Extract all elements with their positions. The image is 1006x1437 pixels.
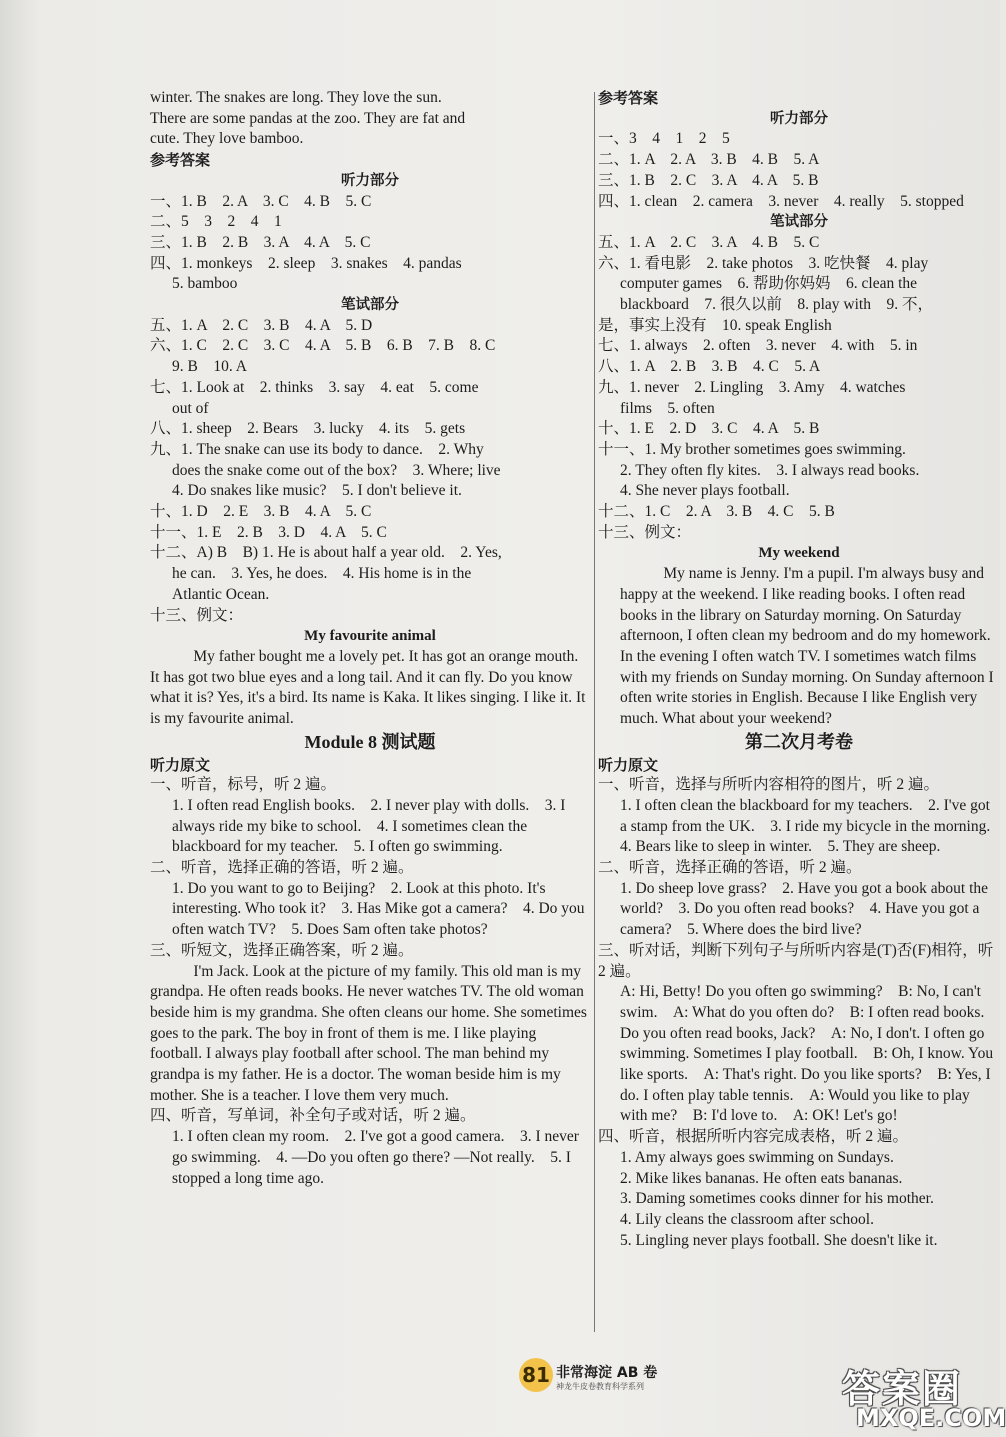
text-line: winter. The snakes are long. They love the sun. <box>150 89 442 106</box>
script-text: A: Hi, Betty! Do you often go swimming? B: No, I can't swim. A: What do you often do? B: I often read books. Do you often read books, Jack? A: No, I don't. I often go swimming. Sometimes I play football. B: Oh, I know. You like sports. A: That's right. Do you like sports? B: Yes, I do. I often play table tennis. A: Would you like to play with me? B: I'd love to. A: OK! Let's go! <box>620 983 994 1125</box>
brand-name: 非常海淀 AB 卷 <box>556 1365 658 1381</box>
text-line: There are some pandas at the zoo. They are fat and <box>150 109 466 127</box>
answer-line: 六、1. 看电影 2. take photos 3. 吃快餐 4. play <box>598 254 929 272</box>
script-line: 2. Mike likes bananas. He often eats bananas. <box>620 1169 903 1187</box>
left-column <box>150 88 590 1189</box>
script-heading: 听力原文 <box>150 755 211 774</box>
answer-line: 9. B 10. A <box>172 358 247 376</box>
answer-line: does the snake come out of the box? 3. Where; live <box>172 461 501 479</box>
script-line: 1. Amy always goes swimming on Sundays. <box>620 1148 894 1166</box>
exam-title: 第二次月考卷 <box>745 731 853 752</box>
answer-line: 五、1. A 2. C 3. B 4. A 5. D <box>150 316 373 334</box>
script-line: 4. Lily cleans the classroom after school. <box>620 1210 874 1228</box>
script-line: 5. Lingling never plays football. She doesn't like it. <box>620 1231 938 1249</box>
answer-line: 四、1. clean 2. camera 3. never 4. really 5. stopped <box>598 192 964 210</box>
text-line: cute. They love bamboo. <box>150 130 304 148</box>
writing-heading: 笔试部分 <box>770 214 828 231</box>
script-text: I'm Jack. Look at the picture of my family. This old man is my grandpa. He often reads books. He never watches TV. The old woman beside him is my grandma. She often cleans our home. She sometimes goes to the park. The boy in front of them is me. I like playing football. I always play football after school. The man behind my grandpa is my father. He is a doctor. The woman beside him is my mother. She is a teacher. I love them very much. <box>150 962 587 1104</box>
answer-line: 十、1. D 2. E 3. B 4. A 5. C <box>150 503 372 521</box>
right-column <box>598 88 1006 1251</box>
answer-line: 十三、例文： <box>598 523 692 541</box>
answer-line: out of <box>172 399 209 417</box>
answer-line: 七、1. Look at 2. thinks 3. say 4. eat 5. come <box>150 378 479 396</box>
watermark-logo: 答案圈 <box>842 1367 963 1411</box>
answer-line: 4. She never plays football. <box>620 482 790 500</box>
answer-line: 二、1. A 2. A 3. B 4. B 5. A <box>598 151 820 169</box>
answer-line: 十二、A) B B) 1. He is about half a year old. 2. Yes, <box>150 544 502 562</box>
section-heading: 四、听音，根据所听内容完成表格，听 2 遍。 <box>598 1128 909 1146</box>
answer-line: 4. Do snakes like music? 5. I don't believe it. <box>172 482 462 500</box>
script-text: 1. I often read English books. 2. I never play with dolls. 3. I always ride my bike to school. 4. I sometimes clean the blackboard for my teacher. 5. I often go swimming. <box>172 796 566 856</box>
answer-line: 5. bamboo <box>172 275 238 293</box>
section-heading: 一、听音，标号，听 2 遍。 <box>150 776 337 794</box>
answer-line: 十、1. E 2. D 3. C 4. A 5. B <box>598 420 820 438</box>
essay-title: My favourite animal <box>304 628 436 645</box>
script-text: 1. Do sheep love grass? 2. Have you got a book about the world? 3. Do you often read books? 4. Have you got a camera? 5. Where does the bird live? <box>620 879 989 939</box>
answer-line: Atlantic Ocean. <box>172 585 270 603</box>
column-divider <box>594 92 595 1332</box>
script-text: 1. I often clean my room. 2. I've got a good camera. 3. I never go swimming. 4. —Do you often go there? —Not really. 5. I stopped a long time ago. <box>172 1128 579 1187</box>
answer-line: 2. They often fly kites. 3. I always read books. <box>620 461 920 479</box>
answer-line: 六、1. C 2. C 3. C 4. A 5. B 6. B 7. B 8. C <box>150 337 496 355</box>
answers-heading: 参考答案 <box>598 89 659 107</box>
answer-line: 是，事实上没有 10. speak English <box>598 316 832 334</box>
answer-line: 九、1. never 2. Lingling 3. Amy 4. watches <box>598 378 906 396</box>
listening-heading: 听力部分 <box>770 110 828 127</box>
answer-line: 十三、例文： <box>150 606 244 624</box>
brand-subtitle: 神龙牛皮卷教育科学系列 <box>556 1382 644 1391</box>
answer-line: computer games 6. 帮助你妈妈 6. clean the <box>620 275 918 293</box>
answer-line: 三、1. B 2. B 3. A 4. A 5. C <box>150 233 371 251</box>
section-heading: 三、听对话，判断下列句子与所听内容是(T)否(F)相符，听 2 遍。 <box>598 941 994 980</box>
answer-line: he can. 3. Yes, he does. 4. His home is in the <box>172 565 472 583</box>
answer-line: 五、1. A 2. C 3. A 4. B 5. C <box>598 233 820 251</box>
script-text: 1. Do you want to go to Beijing? 2. Look at this photo. It's interesting. Who took it? 3. Has Mike got a camera? 4. Do you often watch TV? 5. Does Sam often take photos? <box>172 879 585 939</box>
module-title: Module 8 测试题 <box>304 731 436 752</box>
answer-line: 三、1. B 2. C 3. A 4. A 5. B <box>598 171 819 189</box>
essay-title: My weekend <box>758 545 840 562</box>
script-text: 1. I often clean the blackboard for my teachers. 2. I've got a stamp from the UK. 3. I ride my bicycle in the morning. 4. Bears like to sleep in winter. 5. They are sheep. <box>620 796 1006 856</box>
section-heading: 四、听音，写单词，补全句子或对话，听 2 遍。 <box>150 1107 476 1125</box>
answer-line: 十一、1. E 2. B 3. D 4. A 5. C <box>150 523 387 541</box>
watermark-url: MXQE.COM <box>856 1404 1006 1432</box>
script-line: 3. Daming sometimes cooks dinner for his mother. <box>620 1190 934 1208</box>
page-number: 81 <box>519 1358 553 1392</box>
section-heading: 三、听短文，选择正确答案，听 2 遍。 <box>150 941 414 959</box>
answer-line: films 5. often <box>620 399 715 417</box>
answer-line: 一、1. B 2. A 3. C 4. B 5. C <box>150 192 372 210</box>
essay-text: My name is Jenny. I'm a pupil. I'm always busy and happy at the weekend. I like reading books. I often read books in the library on Saturday morning. On Saturday afternoon, I often clean my bedroom and do my homework. In the evening I often watch TV. I sometimes watch films with my friends on Sunday morning. On Sunday afternoon I often write stories in English. Because I like English very much. What about your weekend? <box>620 565 994 728</box>
listening-heading: 听力部分 <box>341 172 399 189</box>
answer-line: 十二、1. C 2. A 3. B 4. C 5. B <box>598 503 835 521</box>
answers-heading: 参考答案 <box>150 151 211 170</box>
section-heading: 一、听音，选择与所听内容相符的图片，听 2 遍。 <box>598 776 940 794</box>
essay-text: My father bought me a lovely pet. It has got an orange mouth. It has got two blue eyes and a long tail. And it can fly. Do you know what it is? Yes, it's a bird. Its name is Kaka. It likes singing. I like it. It is my favourite animal. <box>150 647 586 728</box>
answer-line: 八、1. A 2. B 3. B 4. C 5. A <box>598 358 821 376</box>
answer-line: 九、1. The snake can use its body to dance. 2. Why <box>150 440 484 458</box>
answer-line: 八、1. sheep 2. Bears 3. lucky 4. its 5. gets <box>150 420 466 438</box>
script-heading: 听力原文 <box>598 755 659 774</box>
answer-line: 二、5 3 2 4 1 <box>150 213 282 231</box>
writing-heading: 笔试部分 <box>341 297 399 314</box>
section-heading: 二、听音，选择正确的答语，听 2 遍。 <box>150 859 414 877</box>
answer-line: 一、3 4 1 2 5 <box>598 130 730 148</box>
section-heading: 二、听音，选择正确的答语，听 2 遍。 <box>598 859 862 877</box>
answer-line: blackboard 7. 很久以前 8. play with 9. 不， <box>620 296 933 314</box>
answer-line: 十一、1. My brother sometimes goes swimming. <box>598 440 906 458</box>
answer-line: 四、1. monkeys 2. sleep 3. snakes 4. pandas <box>150 254 462 272</box>
answer-line: 七、1. always 2. often 3. never 4. with 5. in <box>598 337 918 355</box>
